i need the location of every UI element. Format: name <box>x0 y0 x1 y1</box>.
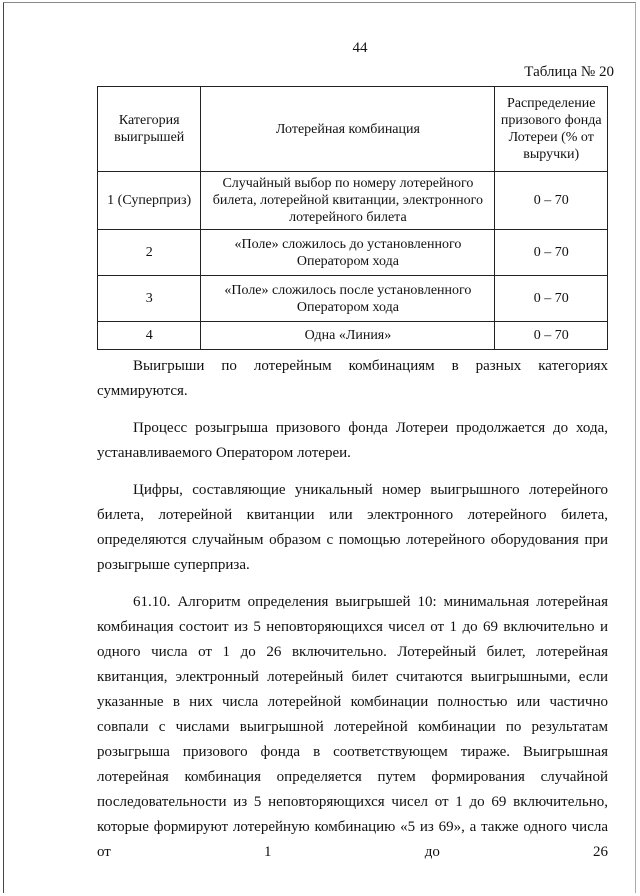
cell-distribution: 0 – 70 <box>495 172 608 230</box>
paragraph: 61.10. Алгоритм определения выигрышей 10: минимальная лотерейная комбинация состоит из 5 неповторяющихся чисел от 1 до 69 включительно и одного числа от 1 до 26 включительно. Лотерейный билет, лотерейная квитанция, электронный лотерейный билет считаются выигрышными, если указанные в них числа лотерейной комбинации полностью или частично совпали с числами выигрышной лотерейной комбинации по результатам розыгрыша призового фонда в соответствующем тираже. Выигрышная лотерейная комбинация определяется путем формирования случайной последовательности из 5 неповторяющихся чисел от 1 до 69 включительно, которые формируют лотерейную комбинацию «5 из 69», а также одного числа от 1 до 26 <box>97 594 608 860</box>
cell-category: 3 <box>98 276 201 322</box>
cell-category: 1 (Суперприз) <box>98 172 201 230</box>
cell-distribution: 0 – 70 <box>495 230 608 276</box>
table-row <box>98 322 608 350</box>
paragraph: Процесс розыгрыша призового фонда Лотереи продолжается до хода, устанавливаемого Оператором лотереи. <box>97 420 608 461</box>
cell-combination: «Поле» сложилось после установленного Оператором хода <box>201 276 495 322</box>
paragraph: Цифры, составляющие уникальный номер выигрышного лотерейного билета, лотерейной квитанции или электронного лотерейного билета, определяются случайным образом с помощью лотерейного оборудования при розыгрыше суперприза. <box>97 482 608 573</box>
cell-distribution: 0 – 70 <box>495 322 608 350</box>
cell-distribution: 0 – 70 <box>495 276 608 322</box>
table-header-row <box>98 87 608 172</box>
table-row <box>98 230 608 276</box>
cell-combination: «Поле» сложилось до установленного Оператором хода <box>201 230 495 276</box>
table-label: Таблица № 20 <box>524 64 614 80</box>
cell-combination: Одна «Линия» <box>201 322 495 350</box>
page-number: 44 <box>352 40 368 56</box>
paragraph: Выигрыши по лотерейным комбинациям в разных категориях суммируются. <box>97 358 608 399</box>
header-distribution: Распределение призового фонда Лотереи (% от выручки) <box>495 87 608 172</box>
prize-distribution-table <box>97 86 608 350</box>
table-row <box>98 172 608 230</box>
header-combination: Лотерейная комбинация <box>201 87 495 172</box>
body-text <box>97 354 608 865</box>
cell-category: 2 <box>98 230 201 276</box>
table-row <box>98 276 608 322</box>
header-category: Категория выигрышей <box>98 87 201 172</box>
cell-combination: Случайный выбор по номеру лотерейного билета, лотерейной квитанции, электронного лотерейного билета <box>201 172 495 230</box>
cell-category: 4 <box>98 322 201 350</box>
